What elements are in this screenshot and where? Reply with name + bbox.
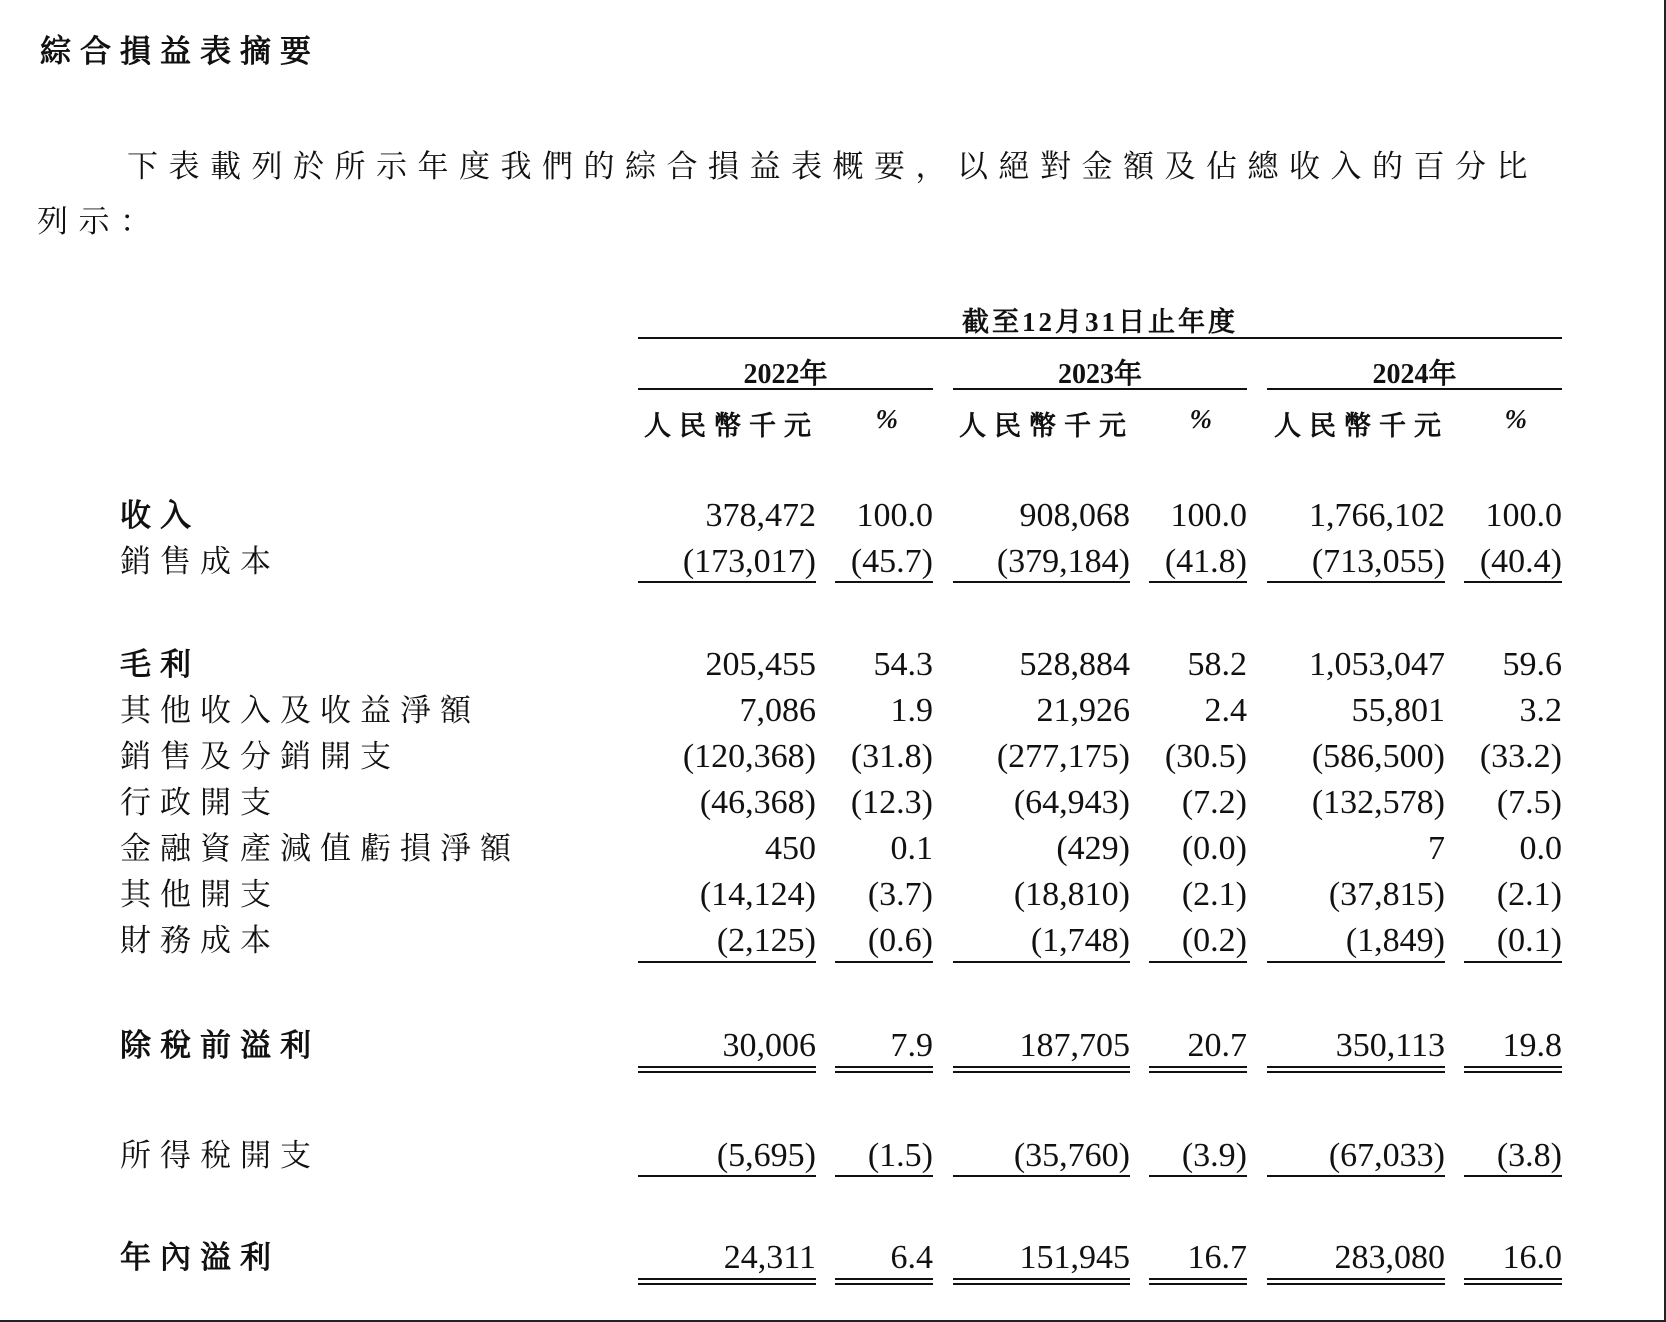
year-rule-2024 xyxy=(1267,388,1562,390)
table-row-gross-profit xyxy=(0,647,1666,687)
cell-2023-pct: (2.1) xyxy=(1181,876,1247,913)
cell-2022-amount: (5,695) xyxy=(716,1137,816,1174)
subtotal-rule xyxy=(835,581,933,583)
subtotal-rule xyxy=(1464,581,1562,583)
total-double-rule xyxy=(835,1066,933,1073)
cell-2023-pct: 58.2 xyxy=(1187,646,1247,683)
cell-2024-amount: (713,055) xyxy=(1311,543,1445,580)
table-row-finance-costs xyxy=(0,923,1666,963)
row-label: 銷售成本 xyxy=(120,544,280,580)
pct-header-2024: % xyxy=(1504,404,1527,434)
cell-2024-pct: (3.8) xyxy=(1496,1137,1562,1174)
total-double-rule xyxy=(1464,1066,1562,1073)
total-double-rule xyxy=(1464,1278,1562,1285)
table-row-profit-for-year xyxy=(0,1240,1666,1280)
cell-2024-amount: 55,801 xyxy=(1351,692,1445,729)
cell-2024-pct: (40.4) xyxy=(1479,543,1562,580)
subtotal-rule xyxy=(1464,1175,1562,1177)
cell-2022-amount: 205,455 xyxy=(705,646,816,683)
cell-2023-pct: (0.2) xyxy=(1181,922,1247,959)
cell-2022-pct: 100.0 xyxy=(856,497,933,534)
row-label: 行政開支 xyxy=(120,785,280,821)
row-label: 收入 xyxy=(120,498,200,534)
cell-2024-amount: 1,053,047 xyxy=(1309,646,1445,683)
cell-2022-pct: (45.7) xyxy=(850,543,933,580)
cell-2022-pct: 0.1 xyxy=(890,830,933,867)
total-double-rule xyxy=(638,1278,816,1285)
cell-2022-amount: (14,124) xyxy=(699,876,816,913)
subtotal-rule xyxy=(953,961,1130,963)
cell-2024-pct: (33.2) xyxy=(1479,738,1562,775)
subtotal-rule xyxy=(1149,581,1247,583)
cell-2022-pct: (3.7) xyxy=(867,876,933,913)
cell-2022-pct: 7.9 xyxy=(890,1027,933,1064)
cell-2022-pct: 6.4 xyxy=(890,1239,933,1276)
total-double-rule xyxy=(835,1278,933,1285)
cell-2024-pct: (7.5) xyxy=(1496,784,1562,821)
cell-2023-pct: 16.7 xyxy=(1187,1239,1247,1276)
table-row-profit-before-tax xyxy=(0,1028,1666,1068)
pct-header-2022: % xyxy=(875,404,898,434)
table-row-cost-of-sales xyxy=(0,544,1666,584)
cell-2023-pct: 100.0 xyxy=(1170,497,1247,534)
intro-line-2: 列示： xyxy=(37,204,162,240)
row-label: 其他收入及收益淨額 xyxy=(120,693,480,729)
intro-line-1: 下表載列於所示年度我們的綜合損益表概要，以絕對金額及佔總收入的百分比 xyxy=(127,149,1538,185)
year-rule-2023 xyxy=(953,388,1247,390)
cell-2022-amount: 7,086 xyxy=(739,692,816,729)
cell-2022-amount: (120,368) xyxy=(682,738,816,775)
period-header: 截至12月31日止年度 xyxy=(962,307,1238,337)
year-rule-2022 xyxy=(638,388,933,390)
subtotal-rule xyxy=(1149,961,1247,963)
subtotal-rule xyxy=(1149,1175,1247,1177)
subtotal-rule xyxy=(953,1175,1130,1177)
cell-2024-pct: 0.0 xyxy=(1519,830,1562,867)
total-double-rule xyxy=(953,1066,1130,1073)
unit-header-2023: 人民幣千元 xyxy=(959,411,1134,442)
cell-2024-pct: 59.6 xyxy=(1502,646,1562,683)
total-double-rule xyxy=(953,1278,1130,1285)
cell-2023-amount: 21,926 xyxy=(1036,692,1130,729)
cell-2023-amount: 187,705 xyxy=(1019,1027,1130,1064)
row-label: 其他開支 xyxy=(120,877,280,913)
unit-header-2022: 人民幣千元 xyxy=(644,411,819,442)
unit-header-2024: 人民幣千元 xyxy=(1274,411,1449,442)
cell-2024-pct: 19.8 xyxy=(1502,1027,1562,1064)
cell-2023-amount: (64,943) xyxy=(1013,784,1130,821)
cell-2024-amount: (67,033) xyxy=(1328,1137,1445,1174)
cell-2022-pct: 1.9 xyxy=(890,692,933,729)
period-header-rule xyxy=(638,337,1562,339)
cell-2023-pct: (3.9) xyxy=(1181,1137,1247,1174)
table-row-admin-expenses xyxy=(0,785,1666,825)
subtotal-rule xyxy=(1267,961,1445,963)
pct-header-2023: % xyxy=(1189,404,1212,434)
cell-2023-amount: (429) xyxy=(1056,830,1130,867)
cell-2024-amount: 350,113 xyxy=(1335,1027,1445,1064)
cell-2023-amount: 151,945 xyxy=(1019,1239,1130,1276)
table-row-other-income xyxy=(0,693,1666,733)
cell-2022-amount: 450 xyxy=(765,830,816,867)
row-label: 金融資產減值虧損淨額 xyxy=(120,831,520,867)
cell-2024-pct: 3.2 xyxy=(1519,692,1562,729)
cell-2023-amount: (18,810) xyxy=(1013,876,1130,913)
year-header-2024: 2024年 xyxy=(1372,359,1457,390)
year-header-2023: 2023年 xyxy=(1057,359,1142,390)
table-row-selling-expenses xyxy=(0,739,1666,779)
row-label: 除稅前溢利 xyxy=(120,1028,320,1064)
cell-2023-pct: 20.7 xyxy=(1187,1027,1247,1064)
cell-2023-amount: (35,760) xyxy=(1013,1137,1130,1174)
cell-2022-pct: (31.8) xyxy=(850,738,933,775)
cell-2022-pct: (12.3) xyxy=(850,784,933,821)
cell-2023-pct: (30.5) xyxy=(1164,738,1247,775)
row-label: 銷售及分銷開支 xyxy=(120,739,400,775)
table-row-income-tax xyxy=(0,1138,1666,1178)
row-label: 所得稅開支 xyxy=(120,1138,320,1174)
subtotal-rule xyxy=(835,961,933,963)
cell-2022-pct: (0.6) xyxy=(867,922,933,959)
cell-2024-pct: 100.0 xyxy=(1485,497,1562,534)
cell-2022-pct: (1.5) xyxy=(867,1137,933,1174)
total-double-rule xyxy=(1267,1278,1445,1285)
cell-2024-amount: (1,849) xyxy=(1345,922,1445,959)
subtotal-rule xyxy=(1464,961,1562,963)
subtotal-rule xyxy=(638,961,816,963)
cell-2022-amount: (46,368) xyxy=(699,784,816,821)
cell-2023-pct: 2.4 xyxy=(1204,692,1247,729)
cell-2024-amount: 7 xyxy=(1428,830,1445,867)
table-row-impairment xyxy=(0,831,1666,871)
subtotal-rule xyxy=(638,581,816,583)
cell-2024-pct: 16.0 xyxy=(1502,1239,1562,1276)
cell-2023-pct: (41.8) xyxy=(1164,543,1247,580)
section-title: 綜合損益表摘要 xyxy=(40,34,320,70)
row-label: 毛利 xyxy=(120,647,200,683)
cell-2024-amount: (586,500) xyxy=(1311,738,1445,775)
cell-2022-pct: 54.3 xyxy=(873,646,933,683)
subtotal-rule xyxy=(1267,1175,1445,1177)
cell-2023-pct: (0.0) xyxy=(1181,830,1247,867)
cell-2023-amount: (379,184) xyxy=(996,543,1130,580)
cell-2023-amount: (1,748) xyxy=(1030,922,1130,959)
row-label: 年內溢利 xyxy=(120,1240,280,1276)
cell-2024-amount: (37,815) xyxy=(1328,876,1445,913)
cell-2022-amount: 30,006 xyxy=(722,1027,816,1064)
cell-2023-amount: 908,068 xyxy=(1019,497,1130,534)
row-label: 財務成本 xyxy=(120,923,280,959)
cell-2024-amount: (132,578) xyxy=(1311,784,1445,821)
cell-2022-amount: 24,311 xyxy=(723,1239,816,1276)
total-double-rule xyxy=(1149,1278,1247,1285)
table-row-other-expenses xyxy=(0,877,1666,917)
intro-paragraph xyxy=(37,140,1577,250)
table-row-revenue xyxy=(0,498,1666,538)
cell-2024-amount: 283,080 xyxy=(1334,1239,1445,1276)
total-double-rule xyxy=(638,1066,816,1073)
cell-2024-pct: (0.1) xyxy=(1496,922,1562,959)
total-double-rule xyxy=(1267,1066,1445,1073)
cell-2022-amount: (2,125) xyxy=(716,922,816,959)
cell-2023-pct: (7.2) xyxy=(1181,784,1247,821)
subtotal-rule xyxy=(638,1175,816,1177)
cell-2023-amount: (277,175) xyxy=(996,738,1130,775)
total-double-rule xyxy=(1149,1066,1247,1073)
cell-2022-amount: 378,472 xyxy=(705,497,816,534)
subtotal-rule xyxy=(953,581,1130,583)
cell-2024-pct: (2.1) xyxy=(1496,876,1562,913)
subtotal-rule xyxy=(835,1175,933,1177)
year-header-2022: 2022年 xyxy=(743,359,828,390)
cell-2022-amount: (173,017) xyxy=(682,543,816,580)
subtotal-rule xyxy=(1267,581,1445,583)
cell-2023-amount: 528,884 xyxy=(1019,646,1130,683)
cell-2024-amount: 1,766,102 xyxy=(1309,497,1445,534)
